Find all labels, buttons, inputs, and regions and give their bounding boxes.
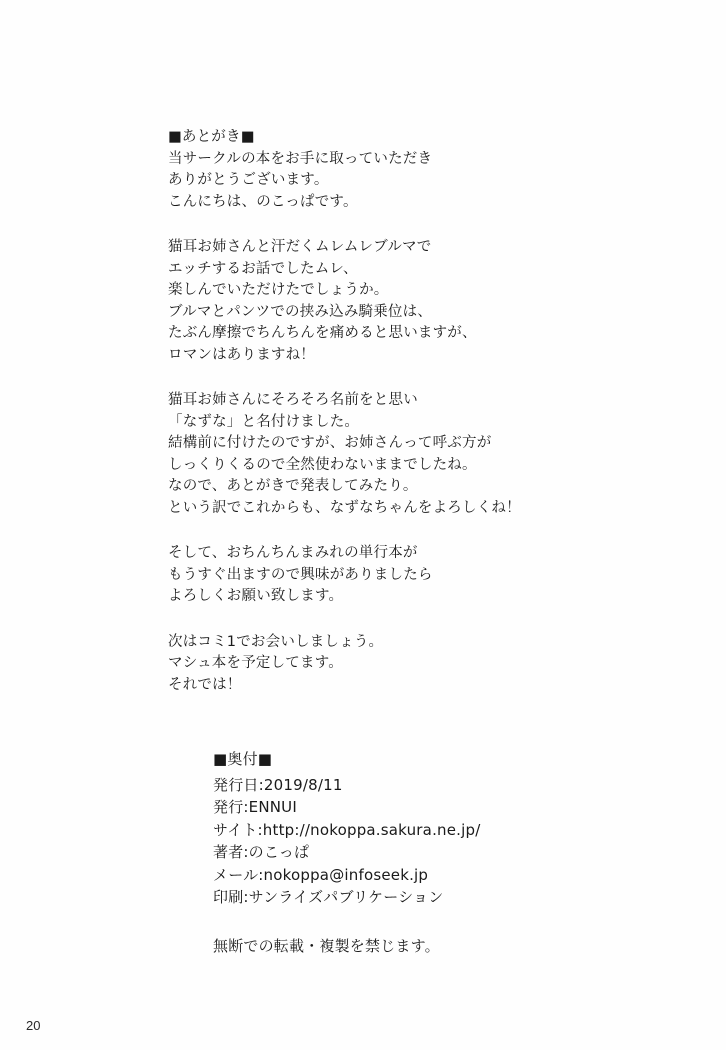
afterword-line: ありがとうございます。	[168, 172, 329, 188]
afterword-line: そして、おちんちんまみれの単行本が	[168, 545, 418, 561]
afterword-line: 猫耳お姉さんと汗だくムレムレブルマで	[168, 239, 432, 255]
colophon-heading-text: ■奥付■	[213, 750, 273, 768]
colophon-section	[213, 748, 633, 957]
afterword-line: なので、あとがきで発表してみたり。	[168, 478, 418, 494]
colophon-entry-publisher: 発行:ENNUI	[213, 798, 297, 816]
afterword-line: ブルマとパンツでの挟み込み騎乗位は、	[168, 303, 433, 320]
afterword-line: それでは！	[168, 676, 242, 693]
copyright-notice	[213, 935, 633, 958]
afterword-line: 「なずな」と名付けました。	[168, 413, 360, 430]
afterword-line: よろしくお願い致します。	[168, 588, 344, 604]
afterword-line: 猫耳お姉さんにそろそろ名前をと思い	[168, 392, 418, 408]
colophon-entry-author: 著者:のこっぱ	[213, 843, 310, 861]
page-number: 20	[26, 1018, 41, 1033]
afterword-line: 結構前に付けたのですが、お姉さんって呼ぶ方が	[168, 435, 492, 451]
afterword-paragraph	[168, 127, 638, 213]
afterword-paragraph	[168, 632, 638, 697]
colophon-entry-site: サイト:http://nokoppa.sakura.ne.jp/	[213, 820, 481, 839]
colophon-entry-publish-date: 発行日:2019/8/11	[213, 775, 343, 794]
afterword-line: しっくりくるので全然使わないままでしたね。	[168, 456, 477, 473]
afterword-paragraph	[168, 237, 638, 366]
afterword-line: マシュ本を予定してます。	[168, 655, 343, 671]
afterword-line: こんにちは、のこっぱです。	[168, 193, 358, 210]
colophon-entries	[213, 774, 633, 909]
afterword-line: 楽しんでいただけたでしょうか。	[168, 282, 389, 298]
afterword-line: 次はコミ1でお会いしましょう。	[168, 633, 384, 650]
afterword-paragraph	[168, 543, 638, 608]
colophon-entry-mail: メール:nokoppa@infoseek.jp	[213, 865, 429, 884]
afterword-line: たぶん摩擦でちんちんを痛めると思いますが、	[168, 325, 477, 341]
copyright-notice-text: 無断での転載・複製を禁じます。	[213, 936, 440, 955]
afterword-paragraph	[168, 390, 638, 519]
afterword-line: もうすぐ出ますので興味がありましたら	[168, 566, 433, 583]
afterword-line: 当サークルの本をお手に取っていただき	[168, 150, 433, 167]
afterword-line: ■あとがき■	[168, 129, 255, 145]
afterword-section	[168, 127, 638, 696]
colophon-heading	[213, 748, 633, 771]
afterword-line: という訳でこれからも、なずなちゃんをよろしくね！	[168, 499, 521, 516]
afterword-line: ロマンはありますね！	[168, 346, 315, 363]
colophon-entry-printer: 印刷:サンライズパブリケーション	[213, 888, 444, 906]
afterword-line: エッチするお話でしたムレ、	[168, 260, 358, 277]
